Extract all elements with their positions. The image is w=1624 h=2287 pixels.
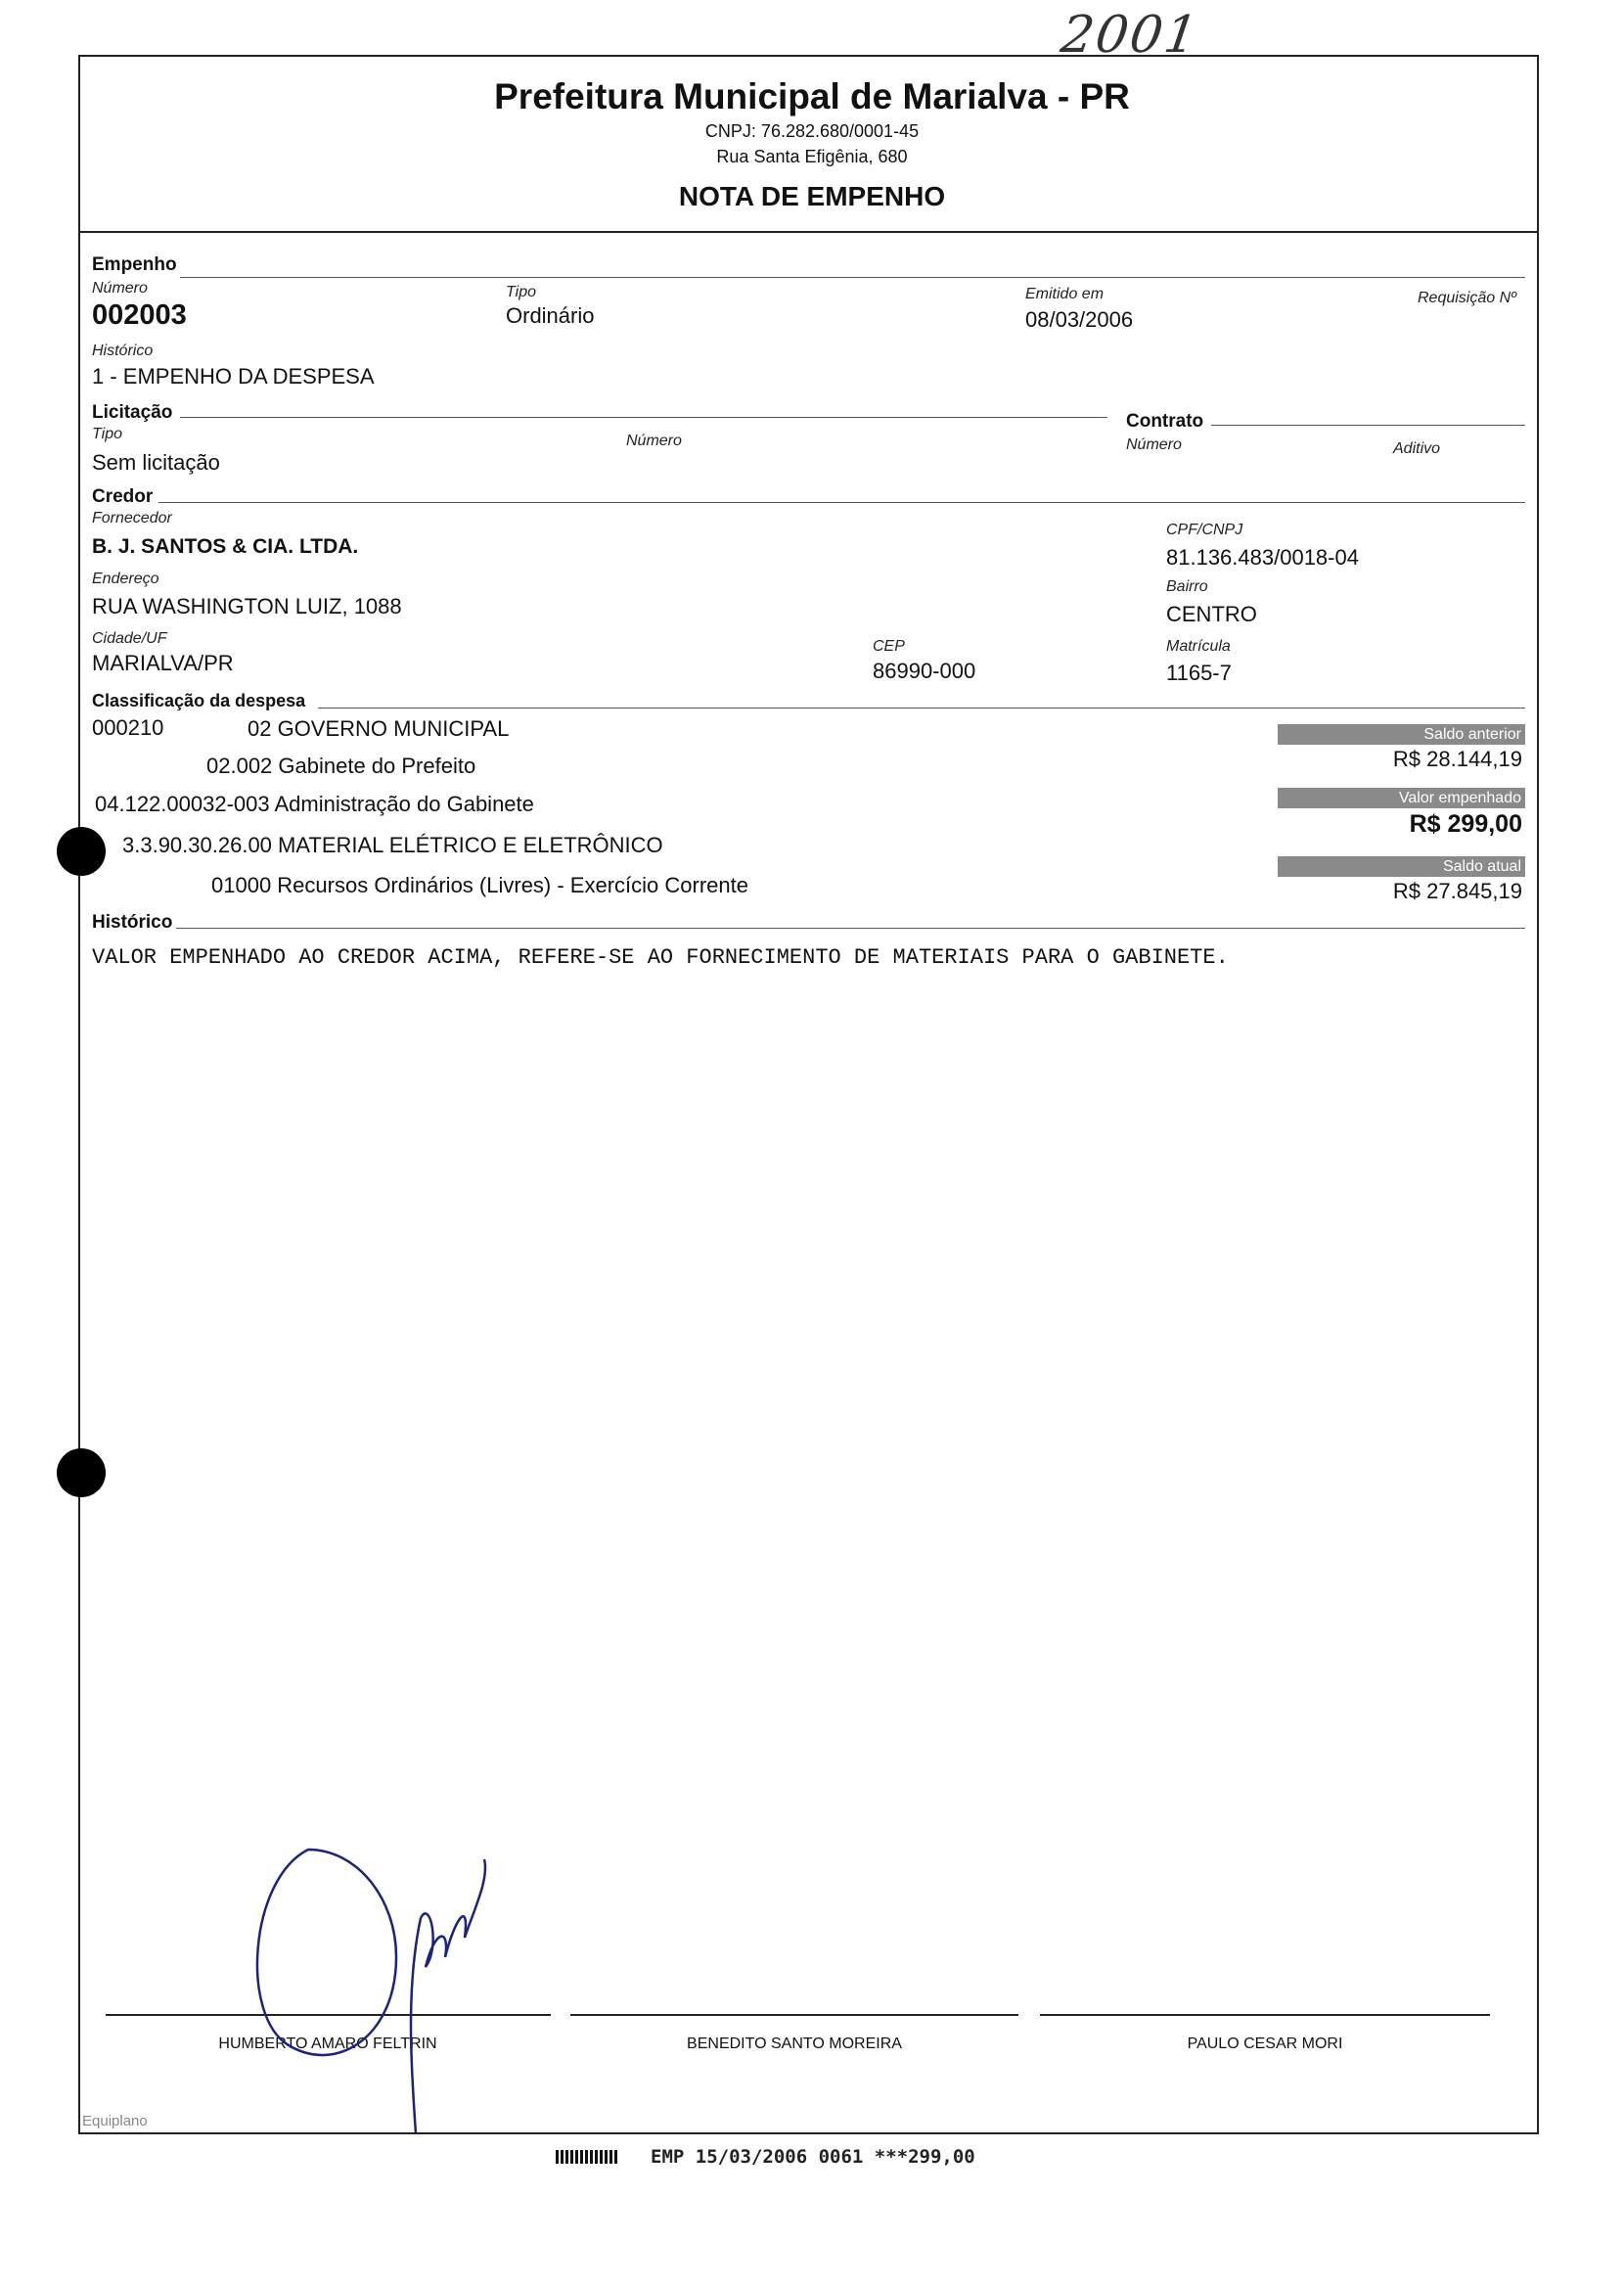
bairro-label: Bairro — [1166, 578, 1208, 595]
cidade-value: MARIALVA/PR — [92, 651, 234, 675]
section-classificacao: Classificação da despesa — [92, 691, 306, 710]
header-divider — [78, 231, 1539, 233]
contrato-aditivo-label: Aditivo — [1393, 440, 1441, 457]
address-text: Rua Santa Efigênia, 680 — [716, 147, 908, 166]
valor-empenhado-label: Valor empenhado — [1278, 788, 1525, 808]
signature-name-3: PAULO CESAR MORI — [1187, 2035, 1343, 2052]
classificacao-line4: 3.3.90.30.26.00 MATERIAL ELÉTRICO E ELETRÔNICO — [122, 833, 663, 857]
matricula-label: Matrícula — [1166, 638, 1231, 655]
payment-stamp: EMP 15/03/2006 0061 ***299,00 — [651, 2146, 975, 2168]
signature-name-1: HUMBERTO AMARO FELTRIN — [218, 2035, 437, 2052]
requisicao-label: Requisição Nº — [1418, 290, 1516, 306]
cep-label: CEP — [873, 638, 905, 655]
classificacao-code: 000210 — [92, 715, 164, 740]
matricula-value: 1165-7 — [1166, 661, 1232, 685]
section-contrato: Contrato — [1126, 411, 1204, 432]
historico-value: 1 - EMPENHO DA DESPESA — [92, 364, 375, 389]
tipo-value: Ordinário — [506, 303, 595, 328]
historico-text: VALOR EMPENHADO AO CREDOR ACIMA, REFERE-SE AO FORNECIMENTO DE MATERIAIS PARA O GABINETE. — [92, 945, 1229, 970]
valor-empenhado-value: R$ 299,00 — [1409, 810, 1522, 838]
cnpj-text: CNPJ: 76.282.680/0001-45 — [704, 121, 920, 141]
handwritten-signature — [249, 1840, 514, 2153]
punch-hole-bottom — [57, 1448, 106, 1497]
classificacao-line1: 02 GOVERNO MUNICIPAL — [248, 716, 510, 741]
classificacao-line3: 04.122.00032-003 Administração do Gabinete — [95, 792, 534, 816]
section-empenho: Empenho — [92, 254, 177, 275]
fornecedor-value: B. J. SANTOS & CIA. LTDA. — [92, 535, 359, 558]
licitacao-tipo-value: Sem licitação — [92, 450, 220, 475]
rule-licitacao — [180, 417, 1107, 418]
section-historico: Histórico — [92, 912, 173, 933]
tipo-label: Tipo — [506, 284, 536, 300]
footer-brand: Equiplano — [82, 2113, 148, 2129]
historico-label: Histórico — [92, 343, 154, 359]
bairro-value: CENTRO — [1166, 602, 1257, 626]
section-licitacao: Licitação — [92, 402, 173, 423]
punch-hole-top — [57, 827, 106, 876]
empenho-number: 002003 — [92, 299, 187, 331]
classificacao-line5: 01000 Recursos Ordinários (Livres) - Exercício Corrente — [211, 873, 748, 897]
page-title: Prefeitura Municipal de Marialva - PR — [494, 76, 1130, 116]
handwritten-annotation: 2001 — [1057, 6, 1203, 65]
section-credor: Credor — [92, 486, 154, 507]
licitacao-numero-label: Número — [626, 433, 682, 449]
cidade-label: Cidade/UF — [92, 630, 167, 647]
barcode-mark — [556, 2150, 618, 2164]
rule-credor — [158, 502, 1525, 503]
saldo-atual-label: Saldo atual — [1278, 856, 1525, 877]
rule-historico — [176, 928, 1525, 929]
signature-line-3 — [1040, 2014, 1490, 2016]
fornecedor-label: Fornecedor — [92, 510, 172, 526]
contrato-numero-label: Número — [1126, 436, 1182, 453]
document-title: NOTA DE EMPENHO — [678, 181, 946, 211]
rule-classificacao — [318, 708, 1525, 709]
cpf-label: CPF/CNPJ — [1166, 522, 1243, 538]
saldo-anterior-label: Saldo anterior — [1278, 724, 1525, 745]
emitido-label: Emitido em — [1025, 286, 1105, 302]
rule-contrato — [1211, 425, 1525, 426]
signature-name-2: BENEDITO SANTO MOREIRA — [687, 2035, 902, 2052]
cpf-value: 81.136.483/0018-04 — [1166, 545, 1359, 570]
saldo-anterior-value: R$ 28.144,19 — [1392, 747, 1522, 771]
rule-empenho — [180, 277, 1525, 278]
signature-line-2 — [570, 2014, 1018, 2016]
numero-label: Número — [92, 280, 148, 297]
licitacao-tipo-label: Tipo — [92, 426, 122, 442]
emitido-value: 08/03/2006 — [1025, 307, 1134, 332]
endereco-label: Endereço — [92, 571, 159, 587]
endereco-value: RUA WASHINGTON LUIZ, 1088 — [92, 594, 402, 618]
cep-value: 86990-000 — [873, 659, 976, 683]
classificacao-line2: 02.002 Gabinete do Prefeito — [206, 754, 476, 778]
saldo-atual-value: R$ 27.845,19 — [1392, 879, 1522, 903]
